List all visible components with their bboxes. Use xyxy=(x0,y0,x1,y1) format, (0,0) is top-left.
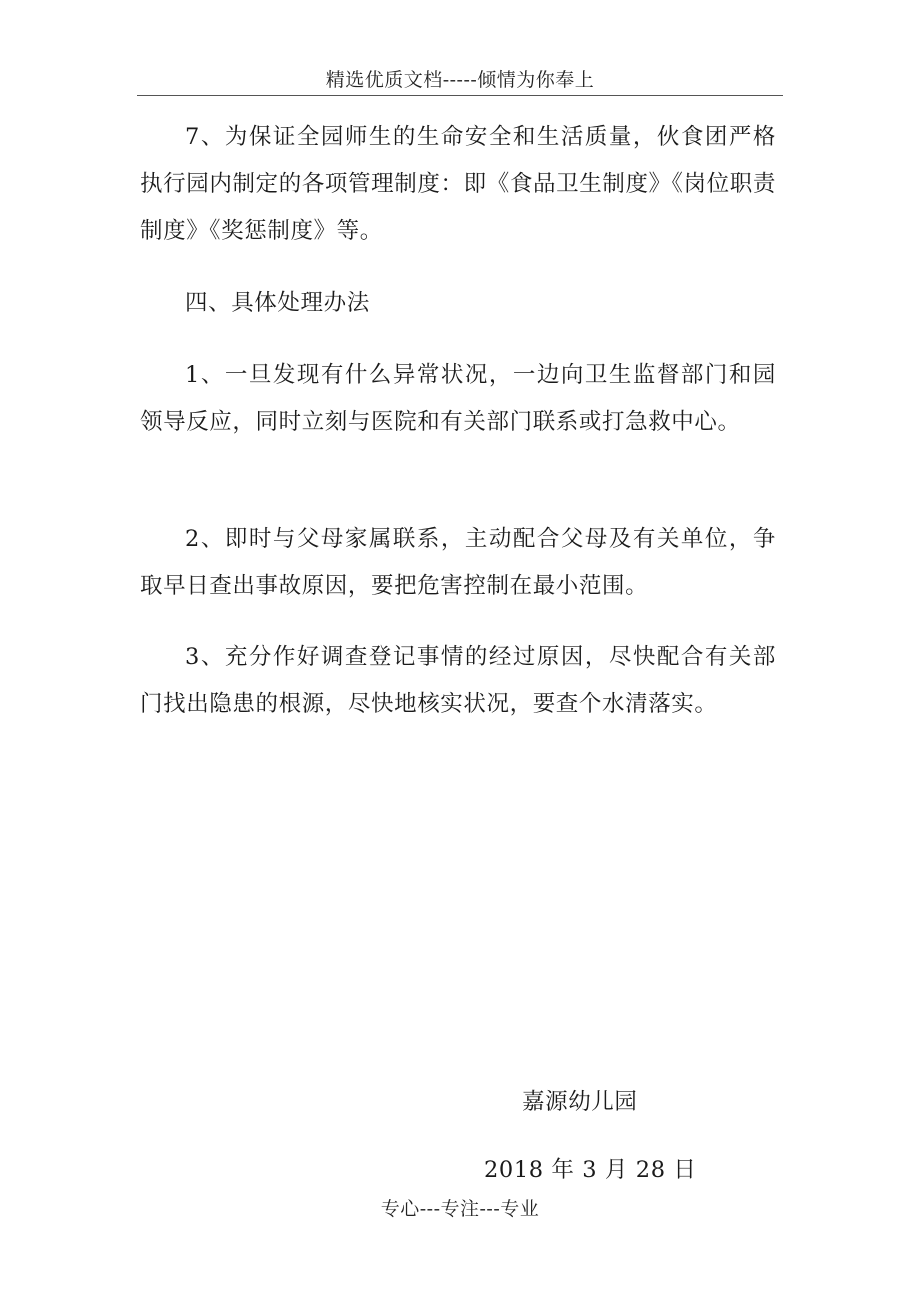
section-heading: 四、具体处理办法 xyxy=(185,290,370,316)
signature-date: 2018 年 3 月 28 日 xyxy=(484,1157,697,1183)
paragraph-item-1: 1、一旦发现有什么异常状况，一边向卫生监督部门和园领导反应，同时立刻与医院和有关部门联系或打急救中心。 xyxy=(140,362,776,435)
paragraph-item-2: 2、即时与父母家属联系，主动配合父母及有关单位，争取早日查出事故原因，要把危害控制在最小范围。 xyxy=(140,526,776,599)
paragraph-item-7: 7、为保证全园师生的生命安全和生活质量，伙食团严格执行园内制定的各项管理制度：即《食品卫生制度》《岗位职责制度》《奖惩制度》等。 xyxy=(140,124,776,244)
header-divider xyxy=(137,95,783,96)
page-header: 精选优质文档-----倾情为你奉上 xyxy=(325,69,595,91)
signature-organization: 嘉源幼儿园 xyxy=(522,1089,638,1115)
page-footer: 专心---专注---专业 xyxy=(380,1198,540,1220)
paragraph-item-3: 3、充分作好调查登记事情的经过原因，尽快配合有关部门找出隐患的根源，尽快地核实状况，要查个水清落实。 xyxy=(140,644,776,717)
